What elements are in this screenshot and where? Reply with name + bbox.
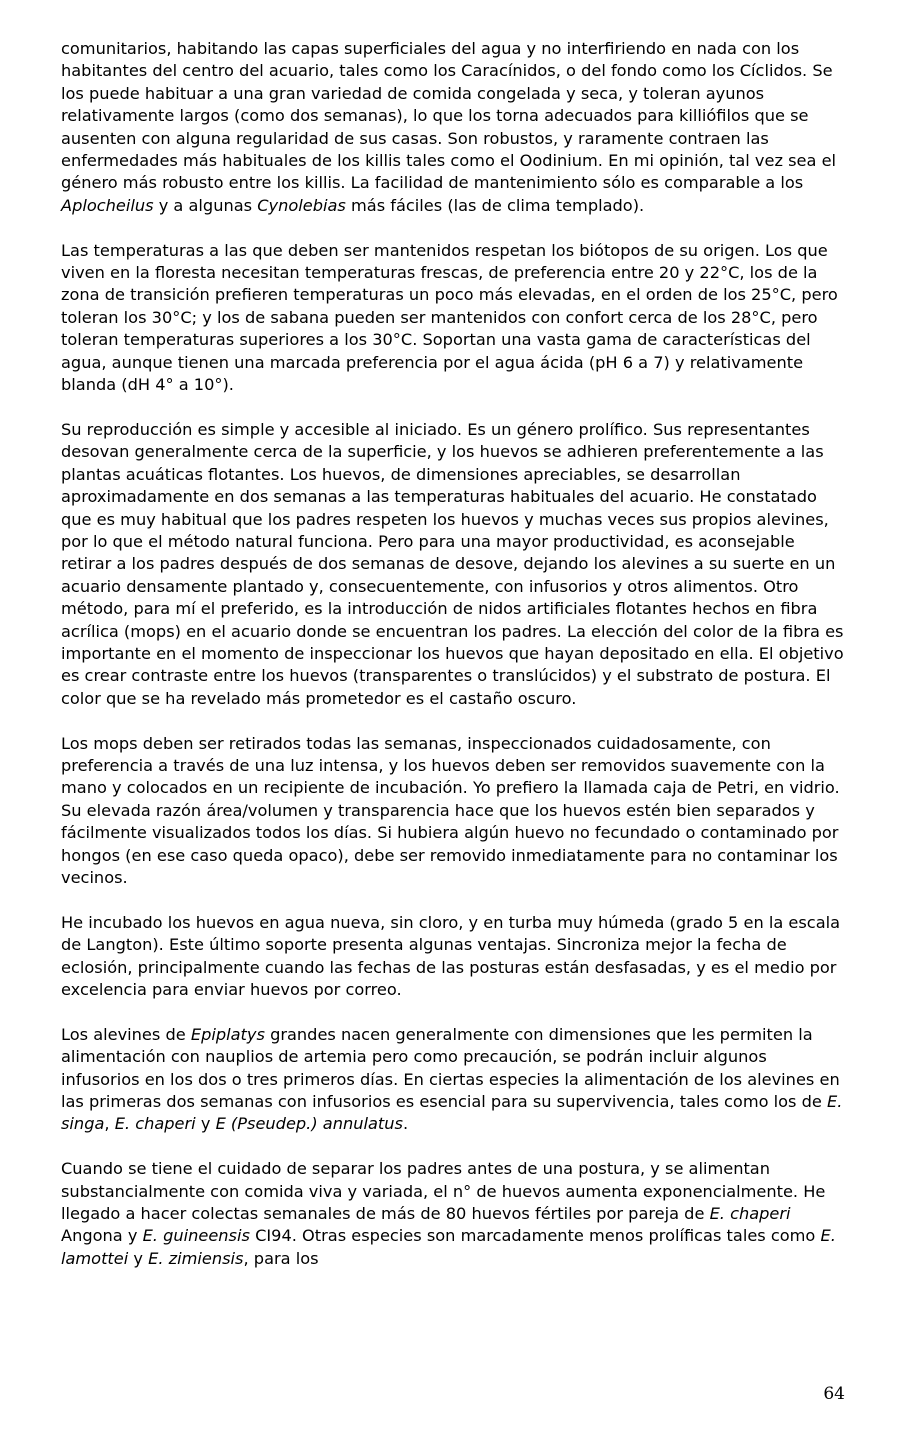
species-name: E. singa (61, 1092, 843, 1134)
text-run: Los alevines de (61, 1024, 191, 1044)
paragraph-6 (61, 1024, 849, 1136)
page-body (61, 38, 849, 1270)
text-run: , (104, 1114, 115, 1134)
species-name: E (Pseudep.) annulatus (215, 1114, 403, 1134)
paragraph-4 (61, 733, 849, 890)
species-name: E. guineensis (142, 1226, 250, 1246)
page-number: 64 (823, 1384, 845, 1404)
species-name: E. chaperi (709, 1204, 791, 1224)
paragraph-1 (61, 38, 849, 217)
text-run: Angona y (61, 1226, 143, 1246)
paragraph-2 (61, 240, 849, 397)
paragraph-3 (61, 419, 849, 710)
text-run: más fáciles (las de clima templado). (345, 195, 645, 215)
text-run: Su reproducción es simple y accesible al iniciado. Es un género prolífico. Sus representantes desovan generalmente cerca de la superficie, y los huevos se adhieren preferentemente a las plantas acuáticas flotantes. Los huevos, de dimensiones apreciables, se desarrollan aproximadamente en dos semanas a las temperaturas habituales del acuario. He constatado que es muy habitual que los padres respeten los huevos y muchas veces sus propios alevines, por lo que el método natural funciona. Pero para una mayor productividad, es aconsejable retirar a los padres después de dos semanas de desove, dejando los alevines a su suerte en un acuario densamente plantado y, consecuentemente, con infusorios y otros alimentos. Otro método, para mí el preferido, es la introducción de nidos artificiales flotantes hechos en fibra acrílica (mops) en el acuario donde se encuentran los padres. La elección del color de la fibra es importante en el momento de inspeccionar los huevos que hayan depositado en ella. El objetivo es crear contraste entre los huevos (transparentes o translúcidos) y el substrato de postura. El color que se ha revelado más prometedor es el castaño oscuro. (61, 419, 844, 708)
text-run: Las temperaturas a las que deben ser mantenidos respetan los biótopos de su origen. Los que viven en la floresta necesitan temperaturas frescas, de preferencia entre 20 y 22°C, los de la zona de transición prefieren temperaturas un poco más elevadas, en el orden de los 25°C, pero toleran los 30°C; y los de sabana pueden ser mantenidos con confort cerca de los 28°C, pero toleran temperaturas superiores a los 30°C. Soportan una vasta gama de características del agua, aunque tienen una marcada preferencia por el agua ácida (pH 6 a 7) y relativamente blanda (dH 4° a 10°). (61, 240, 838, 395)
text-run: CI94. Otras especies son marcadamente menos prolíficas tales como (249, 1226, 821, 1246)
text-run: . (402, 1114, 409, 1134)
species-name: E. chaperi (114, 1114, 196, 1134)
paragraph-7 (61, 1158, 849, 1270)
species-name: E. zimiensis (148, 1248, 244, 1268)
text-run: comunitarios, habitando las capas superficiales del agua y no interfiriendo en nada con los habitantes del centro del acuario, tales como los Caracínidos, o del fondo como los Cíclidos. Se los puede habituar a una gran variedad de comida congelada y seca, y toleran ayunos relativamente largos (como dos semanas), lo que los torna adecuados para killiófilos que se ausenten con alguna regularidad de sus casas. Son robustos, y raramente contraen las enfermedades más habituales de los killis tales como el Oodinium. En mi opinión, tal vez sea el género más robusto entre los killis. La facilidad de mantenimiento sólo es comparable a los (61, 39, 837, 193)
text-run: y (128, 1248, 149, 1268)
text-run: grandes nacen generalmente con dimensiones que les permiten la alimentación con nauplios de artemia pero como precaución, se podrán incluir algunos infusorios en los dos o tres primeros días. En ciertas especies la alimentación de los alevines en las primeras dos semanas con infusorios es esencial para su supervivencia, tales como los de (61, 1024, 840, 1112)
species-name: Aplocheilus (61, 195, 154, 215)
species-name: Cynolebias (257, 195, 346, 215)
species-name: E. lamottei (61, 1226, 836, 1268)
text-run: y (195, 1114, 216, 1134)
text-run: , para los (243, 1248, 319, 1268)
paragraph-5 (61, 912, 849, 1002)
text-run: y a algunas (153, 195, 258, 215)
species-name: Epiplatys (190, 1024, 265, 1044)
text-run: He incubado los huevos en agua nueva, sin cloro, y en turba muy húmeda (grado 5 en la escala de Langton). Este último soporte presenta algunas ventajas. Sincroniza mejor la fecha de eclosión, principalmente cuando las fechas de las posturas están desfasadas, y es el medio por excelencia para enviar huevos por correo. (61, 912, 841, 999)
text-run: Cuando se tiene el cuidado de separar los padres antes de una postura, y se alimentan substancialmente con comida viva y variada, el n° de huevos aumenta exponencialmente. He llegado a hacer colectas semanales de más de 80 huevos fértiles por pareja de (61, 1159, 826, 1224)
text-run: Los mops deben ser retirados todas las semanas, inspeccionados cuidadosamente, con preferencia a través de una luz intensa, y los huevos deben ser removidos suavemente con la mano y colocados en un recipiente de incubación. Yo prefiero la llamada caja de Petri, en vidrio. Su elevada razón área/volumen y transparencia hace que los huevos estén bien separados y fácilmente visualizados todos los días. Si hubiera algún huevo no fecundado o contaminado por hongos (en ese caso queda opaco), debe ser removido inmediatamente para no contaminar los vecinos. (61, 733, 840, 887)
